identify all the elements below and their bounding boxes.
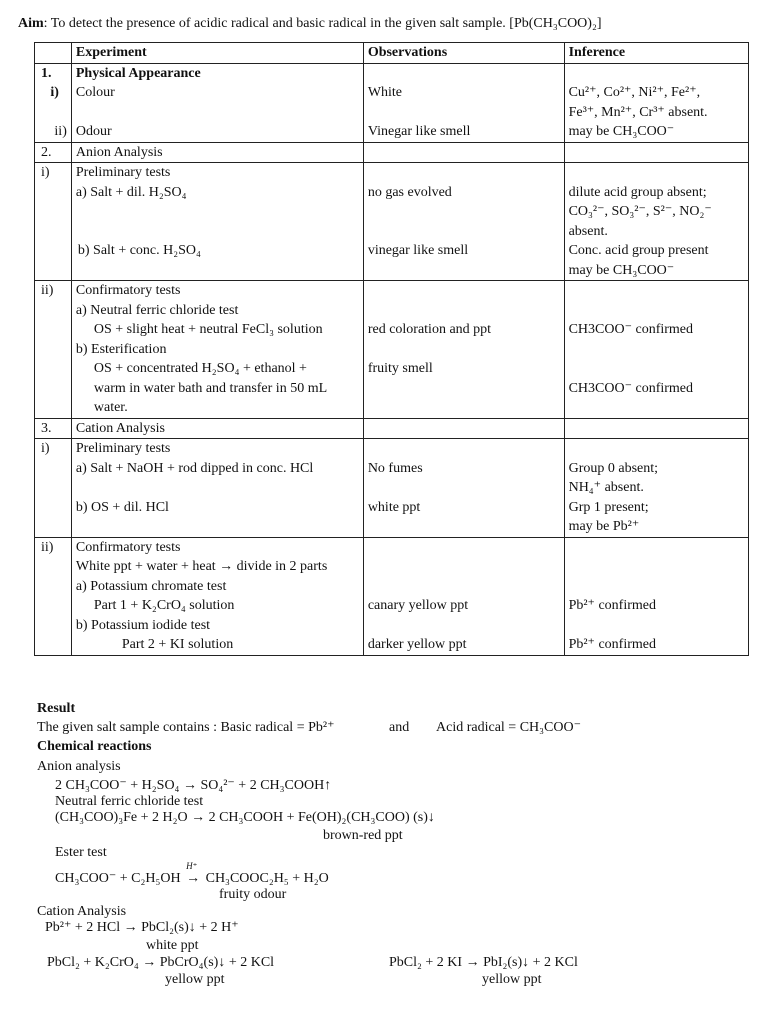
observation-text: canary yellow ppt [367,598,469,613]
inference-text: may be Pb²⁺ [568,519,640,534]
test-heading: Confirmatory tests [75,283,181,298]
arrow-icon: → [186,871,201,886]
experiment-text: Part 1 + K₂CrO₄ solution [93,598,235,613]
section-title: Anion Analysis [71,142,363,163]
test-title: b) Esterification [75,341,167,357]
ferric-test-heading: Neutral ferric chloride test [55,794,204,809]
aim-line [18,14,602,33]
inference-text: Grp 1 present; [568,499,649,515]
result-basic-radical: The given salt sample contains : Basic radical = Pb²⁺ [37,720,335,735]
observation-text: red coloration and ppt [367,322,492,337]
result-and: and [389,720,410,735]
table-row [35,537,749,655]
table-row [35,418,749,439]
test-title: b) Potassium iodide test [75,617,211,633]
test-title: a) Neutral ferric chloride test [75,302,239,318]
row-number: ii) [35,281,72,419]
cation-analysis-heading: Cation Analysis [37,904,127,919]
row-number: i) [50,85,59,100]
experiment-text: OS + slight heat + neutral FeCl₃ solution [93,322,323,337]
reaction-note: yellow ppt [165,972,225,987]
observation-text: white ppt [367,499,421,515]
experiment-text: a) Salt + dil. H₂SO₄ [75,184,187,200]
inference-text: CO₃²⁻, SO₃²⁻, S²⁻, NO₂⁻ [568,204,712,219]
experiment-text: Odour [75,124,112,139]
inference-text: NH₄⁺ absent. [568,480,644,495]
experiment-text: water. [93,400,128,415]
inference-text: CH3COO⁻ confirmed [568,380,694,396]
table-row [35,439,749,538]
inference-text: dilute acid group absent; [568,184,707,200]
catalyst-label: H⁺ [186,861,198,871]
experiment-text: Part 2 + KI solution [121,637,234,652]
aim-text: : To detect the presence of acidic radical and basic radical in the given salt sample. [Pb(CH₃COO)₂] [43,16,602,31]
observation-text: fruity smell [367,361,433,376]
experiment-text: Colour [75,85,115,100]
reaction-equation: (CH₃COO)₃Fe + 2 H₂O → 2 CH₃COOH + Fe(OH)₂(CH₃COO) (s)↓ [55,810,435,825]
reaction-note: fruity odour [219,887,287,902]
observation-text: Vinegar like smell [367,124,471,139]
observation-text: White [367,85,403,100]
experiment-text: OS + concentrated H₂SO₄ + ethanol + [93,361,307,376]
inference-text: Fe³⁺, Mn²⁺, Cr³⁺ absent. [568,104,708,120]
table-row [35,63,749,142]
ester-test-heading: Ester test [55,845,107,860]
row-number: i) [35,439,72,538]
reaction-products: CH₃COOC₂H₅ + H₂O [205,871,329,886]
reaction-equation [55,861,329,888]
experiment-text: warm in water bath and transfer in 50 mL [93,380,328,396]
row-number: ii) [35,537,72,655]
reaction-equation: 2 CH₃COO⁻ + H₂SO₄ → SO₄²⁻ + 2 CH₃COOH↑ [55,778,332,793]
section-title: Cation Analysis [71,418,363,439]
experiment-text: White ppt + water + heat → divide in 2 parts [75,559,328,574]
table-row [35,281,749,419]
observation-text: vinegar like smell [367,243,469,258]
row-number: ii) [54,124,67,139]
test-heading: Preliminary tests [75,441,171,456]
reaction-equation: PbCl₂ + 2 KI → PbI₂(s)↓ + 2 KCl [389,955,578,970]
reaction-note: brown-red ppt [323,828,403,843]
aim-label: Aim [18,16,44,31]
inference-text: Conc. acid group present [568,243,709,258]
row-number: i) [35,163,72,281]
section-title: Physical Appearance [75,65,201,81]
table-header-row [35,43,749,64]
row-number: 1. [41,65,52,81]
observation-text: darker yellow ppt [367,637,467,652]
row-number: 3. [35,418,72,439]
table-row [35,163,749,281]
test-title: a) Potassium chromate test [75,578,227,594]
experiment-text: b) Salt + conc. H₂SO₄ [77,243,201,258]
table-row [35,142,749,163]
observation-text: no gas evolved [367,184,452,200]
reaction-reactants: CH₃COO⁻ + C₂H₅OH [55,871,181,886]
inference-text: may be CH₃COO⁻ [568,262,675,278]
inference-text: Pb²⁺ confirmed [568,637,656,652]
result-acid-radical: Acid radical = CH₃COO⁻ [436,720,581,735]
experiment-text: a) Salt + NaOH + rod dipped in conc. HCl [75,460,314,476]
inference-text: absent. [568,223,608,239]
experiment-text: b) OS + dil. HCl [75,499,169,515]
experiment-table [34,42,749,656]
inference-text: Cu²⁺, Co²⁺, Ni²⁺, Fe²⁺, [568,85,701,100]
test-heading: Preliminary tests [75,165,171,180]
reaction-arrow [184,861,202,888]
test-heading: Confirmatory tests [75,539,181,555]
reaction-equation: PbCl₂ + K₂CrO₄ → PbCrO₄(s)↓ + 2 KCl [47,955,275,970]
inference-text: may be CH₃COO⁻ [568,124,675,139]
header-inference: Inference [564,43,748,64]
reaction-equation: Pb²⁺ + 2 HCl → PbCl₂(s)↓ + 2 H⁺ [45,920,239,935]
anion-analysis-heading: Anion analysis [37,759,121,774]
inference-text: CH3COO⁻ confirmed [568,322,694,337]
result-heading: Result [37,701,76,716]
observation-text: No fumes [367,460,423,476]
inference-text: Group 0 absent; [568,460,659,476]
row-number: 2. [35,142,72,163]
header-observations: Observations [363,43,564,64]
reaction-note: yellow ppt [482,972,542,987]
header-experiment: Experiment [71,43,363,64]
reactions-heading: Chemical reactions [37,739,152,754]
inference-text: Pb²⁺ confirmed [568,598,656,613]
reaction-note: white ppt [146,938,199,953]
